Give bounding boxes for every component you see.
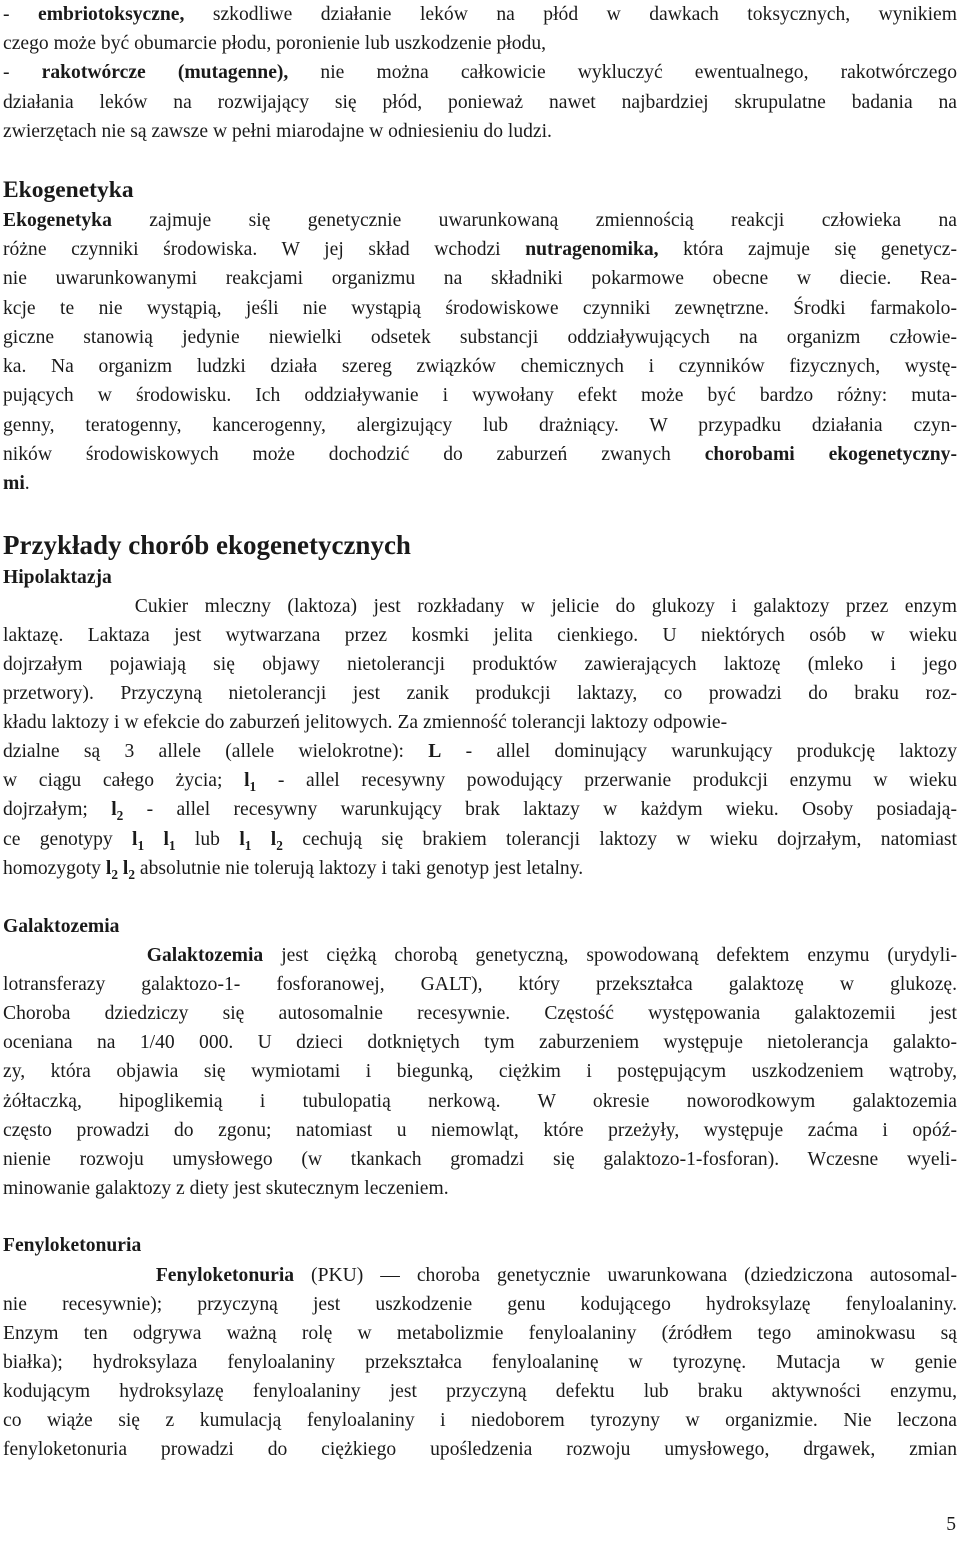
- bold-text: l: [251, 829, 277, 850]
- text-line: [3, 117, 552, 146]
- text-span: (PKU) — choroba genetycznie uwarunkowana (dziedziczona autosomal-: [294, 1265, 957, 1286]
- text-line: [3, 766, 957, 795]
- bold-text: l: [144, 829, 169, 850]
- text-line: [3, 1087, 957, 1116]
- bold-text: chorobami ekogenetyczny-: [704, 444, 957, 465]
- bold-text: l: [105, 858, 112, 879]
- text-span: Enzym ten odgrywa ważną rolę w metabolizmie fenyloalaniny (źródłem tego aminokwasu są: [3, 1323, 957, 1344]
- bold-text: Galaktozemia: [146, 945, 264, 966]
- bold-text: Galaktozemia: [3, 916, 120, 937]
- text-line: [3, 1406, 957, 1435]
- text-line: [3, 206, 957, 235]
- section-heading: [3, 531, 411, 560]
- bold-text: Fenyloketonuria: [155, 1265, 295, 1286]
- section-heading: [3, 912, 119, 941]
- text-line: [3, 381, 957, 410]
- text-line: [3, 58, 957, 87]
- text-span: Choroba dziedziczy się autosomalnie recesywnie. Częstość występowania galaktozemii jest: [3, 1003, 957, 1024]
- text-line: [3, 999, 957, 1028]
- text-line: [3, 621, 957, 650]
- bold-text: nutragenomika,: [525, 239, 659, 260]
- text-span: kcje te nie wystąpią, jeśli nie wystąpią środowiskowe czynniki zewnętrzne. Środki farmakolo-: [3, 298, 957, 319]
- text-line: [3, 1174, 449, 1203]
- section-heading: [3, 176, 134, 205]
- bold-text: mi: [3, 473, 25, 494]
- text-line: [3, 1319, 957, 1348]
- text-line: [3, 1057, 957, 1086]
- bold-text: l: [132, 829, 138, 850]
- text-line: [3, 264, 957, 293]
- text-span: przetwory). Przyczyną nietolerancji jest zanik produkcji laktazy, co prowadzi do braku roz-: [3, 683, 957, 704]
- bold-text: Ekogenetyka: [3, 177, 134, 203]
- text-span: [3, 945, 147, 966]
- text-line: [3, 294, 957, 323]
- text-span: czego może być obumarcie płodu, poronienie lub uszkodzenie płodu,: [3, 33, 547, 54]
- text-line: [3, 679, 957, 708]
- bold-text: Fenyloketonuria: [3, 1235, 142, 1256]
- section-heading: [3, 1231, 141, 1260]
- text-line: [3, 1377, 957, 1406]
- text-line: [3, 1116, 957, 1145]
- bold-text: embriotoksyczne,: [38, 4, 185, 25]
- text-span: kodującym hydroksylazę fenyloalaniny jest przyczyną defektu lub braku aktywności enzymu,: [3, 1381, 957, 1402]
- text-span: dojrzałym pojawiają się objawy nietolerancji produktów zawierających laktozę (mleko i jego: [3, 654, 957, 675]
- text-line: [3, 1435, 957, 1464]
- subscript: 1: [244, 838, 252, 853]
- text-span: absolutnie nie tolerują laktozy i taki genotyp jest letalny.: [134, 858, 584, 879]
- text-span: dojrzałym;: [3, 799, 112, 820]
- text-line: [3, 795, 957, 824]
- section-heading: [3, 563, 112, 592]
- text-span: [3, 1265, 156, 1286]
- bold-text: l: [239, 829, 245, 850]
- text-line: [3, 854, 583, 883]
- text-span: -: [3, 62, 42, 83]
- bold-text: Przykłady chorób ekogenetycznych: [3, 530, 411, 560]
- text-line: [3, 1261, 957, 1290]
- text-span: zwierzętach nie są zawsze w pełni miarodajne w odniesieniu do ludzi.: [3, 121, 552, 142]
- text-span: lub: [175, 829, 240, 850]
- text-span: w ciągu całego życia;: [3, 770, 245, 791]
- text-span: szkodliwe działanie leków na płód w dawkach toksycznych, wynikiem: [184, 4, 957, 25]
- text-span: ników środowiskowych może dochodzić do zaburzeń zwanych: [3, 444, 705, 465]
- text-span: giczne stanowią jedynie niewielki odsetek substancji oddziaływujących na organizm człowie-: [3, 327, 957, 348]
- text-span: -: [3, 4, 38, 25]
- page-number: 5: [946, 1514, 956, 1535]
- text-line: [3, 1348, 957, 1377]
- text-span: fenyloketonuria prowadzi do ciężkiego upośledzenia rozwoju umysłowego, drgawek, zmian: [3, 1439, 957, 1460]
- text-span: często prowadzi do zgonu; natomiast u niemowląt, które przeżyły, występuje zaćma i opóź-: [3, 1120, 957, 1141]
- text-line: [3, 0, 957, 29]
- bold-text: l: [111, 799, 117, 820]
- text-span: lotransferazy galaktozo-1- fosforanowej, GALT), który przekształca galaktozę w glukozę.: [3, 974, 957, 995]
- text-span: - allel recesywny warunkujący brak laktazy w każdym wieku. Osoby posiadają-: [123, 799, 958, 820]
- text-span: różne czynniki środowiska. W jej skład wchodzi: [3, 239, 526, 260]
- subscript: 2: [276, 838, 283, 853]
- text-span: działania leków na rozwijający się płód, ponieważ nawet najbardziej skrupulatne badania na: [3, 92, 957, 113]
- text-span: kładu laktozy i w efekcie do zaburzeń jelitowych. Za zmienność tolerancji laktozy odpowie-: [3, 712, 728, 733]
- text-span: dzialne są 3 allele (allele wielokrotne):: [3, 741, 429, 762]
- text-span: nie można całkowicie wykluczyć ewentualnego, rakotwórczego: [288, 62, 957, 83]
- text-line: [3, 29, 546, 58]
- subscript: 1: [249, 779, 257, 794]
- text-line: [3, 970, 957, 999]
- text-span: ce genotypy: [3, 829, 133, 850]
- text-line: [3, 1028, 957, 1057]
- text-line: [3, 1145, 957, 1174]
- text-span: oceniana na 1/40 000. U dzieci dotkniętych tym zaburzeniem występuje nietolerancja galakto-: [3, 1032, 957, 1053]
- text-span: zy, która objawia się wymiotami i biegunką, ciężkim i postępującym uszkodzeniem wątroby,: [3, 1061, 957, 1082]
- bold-text: l: [244, 770, 250, 791]
- text-span: nie recesywnie); przyczyną jest uszkodzenie genu kodującego hydroksylazę fenyloalaniny.: [3, 1294, 957, 1315]
- text-line: [3, 235, 957, 264]
- text-span: co wiąże się z kumulacją fenyloalaniny i niedoborem tyrozyny w organizmie. Nie leczona: [3, 1410, 957, 1431]
- bold-text: L: [428, 741, 442, 762]
- text-span: Cukier mleczny (laktoza) jest rozkładany w jelicie do glukozy i galaktozy przez enzym: [3, 596, 957, 617]
- text-line: [3, 469, 30, 498]
- text-span: zajmuje się genetycznie uwarunkowaną zmiennością reakcji człowieka na: [111, 210, 957, 231]
- text-span: nie uwarunkowanymi reakcjami organizmu na składniki pokarmowe obecne w diecie. Rea-: [3, 268, 957, 289]
- text-span: - allel recesywny powodujący przerwanie produkcji enzymu w wieku: [256, 770, 957, 791]
- bold-text: rakotwórcze (mutagenne),: [41, 62, 289, 83]
- text-line: [3, 440, 957, 469]
- text-line: [3, 592, 957, 621]
- bold-text: Hipolaktazja: [3, 567, 112, 588]
- text-line: [3, 737, 957, 766]
- subscript: 2: [128, 867, 135, 882]
- text-line: [3, 941, 957, 970]
- text-span: białka); hydroksylaza fenyloalaniny przekształca fenyloalaninę w tyrozynę. Mutacja w genie: [3, 1352, 957, 1373]
- bold-text: l: [117, 858, 129, 879]
- text-span: - allel dominujący warunkujący produkcję laktozy: [441, 741, 957, 762]
- subscript: 1: [168, 838, 176, 853]
- bold-text: Ekogenetyka: [3, 210, 112, 231]
- subscript: 1: [137, 838, 145, 853]
- text-line: [3, 708, 727, 737]
- text-span: nienie rozwoju umysłowego (w tkankach gromadzi się galaktozo-1-fosforan). Wczesne wyeli-: [3, 1149, 957, 1170]
- text-span: ka. Na organizm ludzki działa szereg związków chemicznych i czynników fizycznych, wystę-: [3, 356, 957, 377]
- text-span: która zajmuje się genetycz-: [658, 239, 958, 260]
- text-span: cechują się brakiem tolerancji laktozy w wieku dojrzałym, natomiast: [282, 829, 957, 850]
- text-span: żółtaczką, hipoglikemią i tubulopatią nerkową. W okresie noworodkowym galaktozemia: [3, 1091, 957, 1112]
- text-line: [3, 1290, 957, 1319]
- text-line: [3, 88, 957, 117]
- text-span: homozygoty: [3, 858, 106, 879]
- text-span: laktazę. Laktaza jest wytwarzana przez kosmki jelita cienkiego. U niektórych osób w wieku: [3, 625, 957, 646]
- text-line: [3, 650, 957, 679]
- text-span: minowanie galaktozy z diety jest skutecznym leczeniem.: [3, 1178, 449, 1199]
- subscript: 2: [111, 867, 118, 882]
- text-line: [3, 352, 957, 381]
- text-span: pujących w środowisku. Ich oddziaływanie i wywołany efekt może być bardzo różny: muta-: [3, 385, 957, 406]
- text-line: [3, 411, 957, 440]
- text-line: [3, 323, 957, 352]
- text-span: genny, teratogenny, kancerogenny, alergizujący lub drażniący. W przypadku działania czyn-: [3, 415, 957, 436]
- text-line: [3, 825, 957, 854]
- text-span: jest ciężką chorobą genetyczną, spowodowaną defektem enzymu (urydyli-: [263, 945, 957, 966]
- subscript: 2: [116, 808, 124, 823]
- text-span: .: [24, 473, 30, 494]
